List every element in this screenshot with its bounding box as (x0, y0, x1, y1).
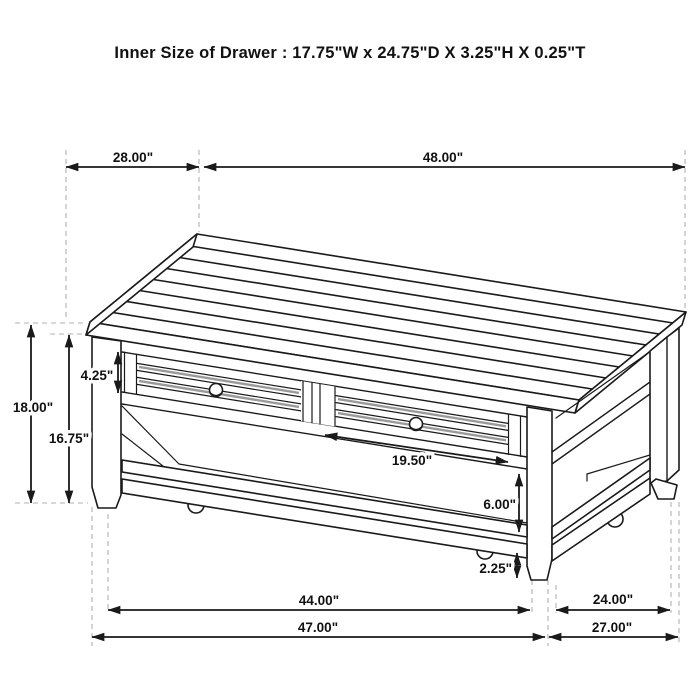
diagram-title: Inner Size of Drawer : 17.75"W x 24.75"D X 3.25"H X 0.25"T (114, 44, 586, 62)
front-left-leg (92, 337, 121, 508)
label-top-depth: 28.00" (112, 150, 154, 165)
label-floor-depth-overall: 27.00" (591, 620, 633, 635)
label-drawer-front-height: 4.25" (80, 368, 114, 383)
label-floor-width-inner: 44.00" (298, 593, 340, 608)
label-top-width: 48.00" (422, 150, 464, 165)
label-base-height: 16.75" (48, 431, 90, 446)
right-drawer-knob (410, 418, 423, 431)
label-overall-height: 18.00" (12, 400, 54, 415)
rear-right-foot (651, 479, 677, 499)
rear-right-leg (650, 328, 679, 499)
right-drawer (336, 396, 521, 457)
label-shelf-clearance: 6.00" (483, 497, 516, 512)
label-drawer-width: 19.50" (391, 453, 433, 468)
drawer-center-stile (301, 381, 336, 427)
front-right-leg (527, 407, 552, 580)
label-floor-depth-inner: 24.00" (592, 592, 634, 607)
label-foot-height: 2.25" (479, 561, 512, 576)
table-drawing (86, 234, 686, 580)
label-floor-width-overall: 47.00" (297, 620, 339, 635)
left-drawer-knob (210, 384, 223, 397)
